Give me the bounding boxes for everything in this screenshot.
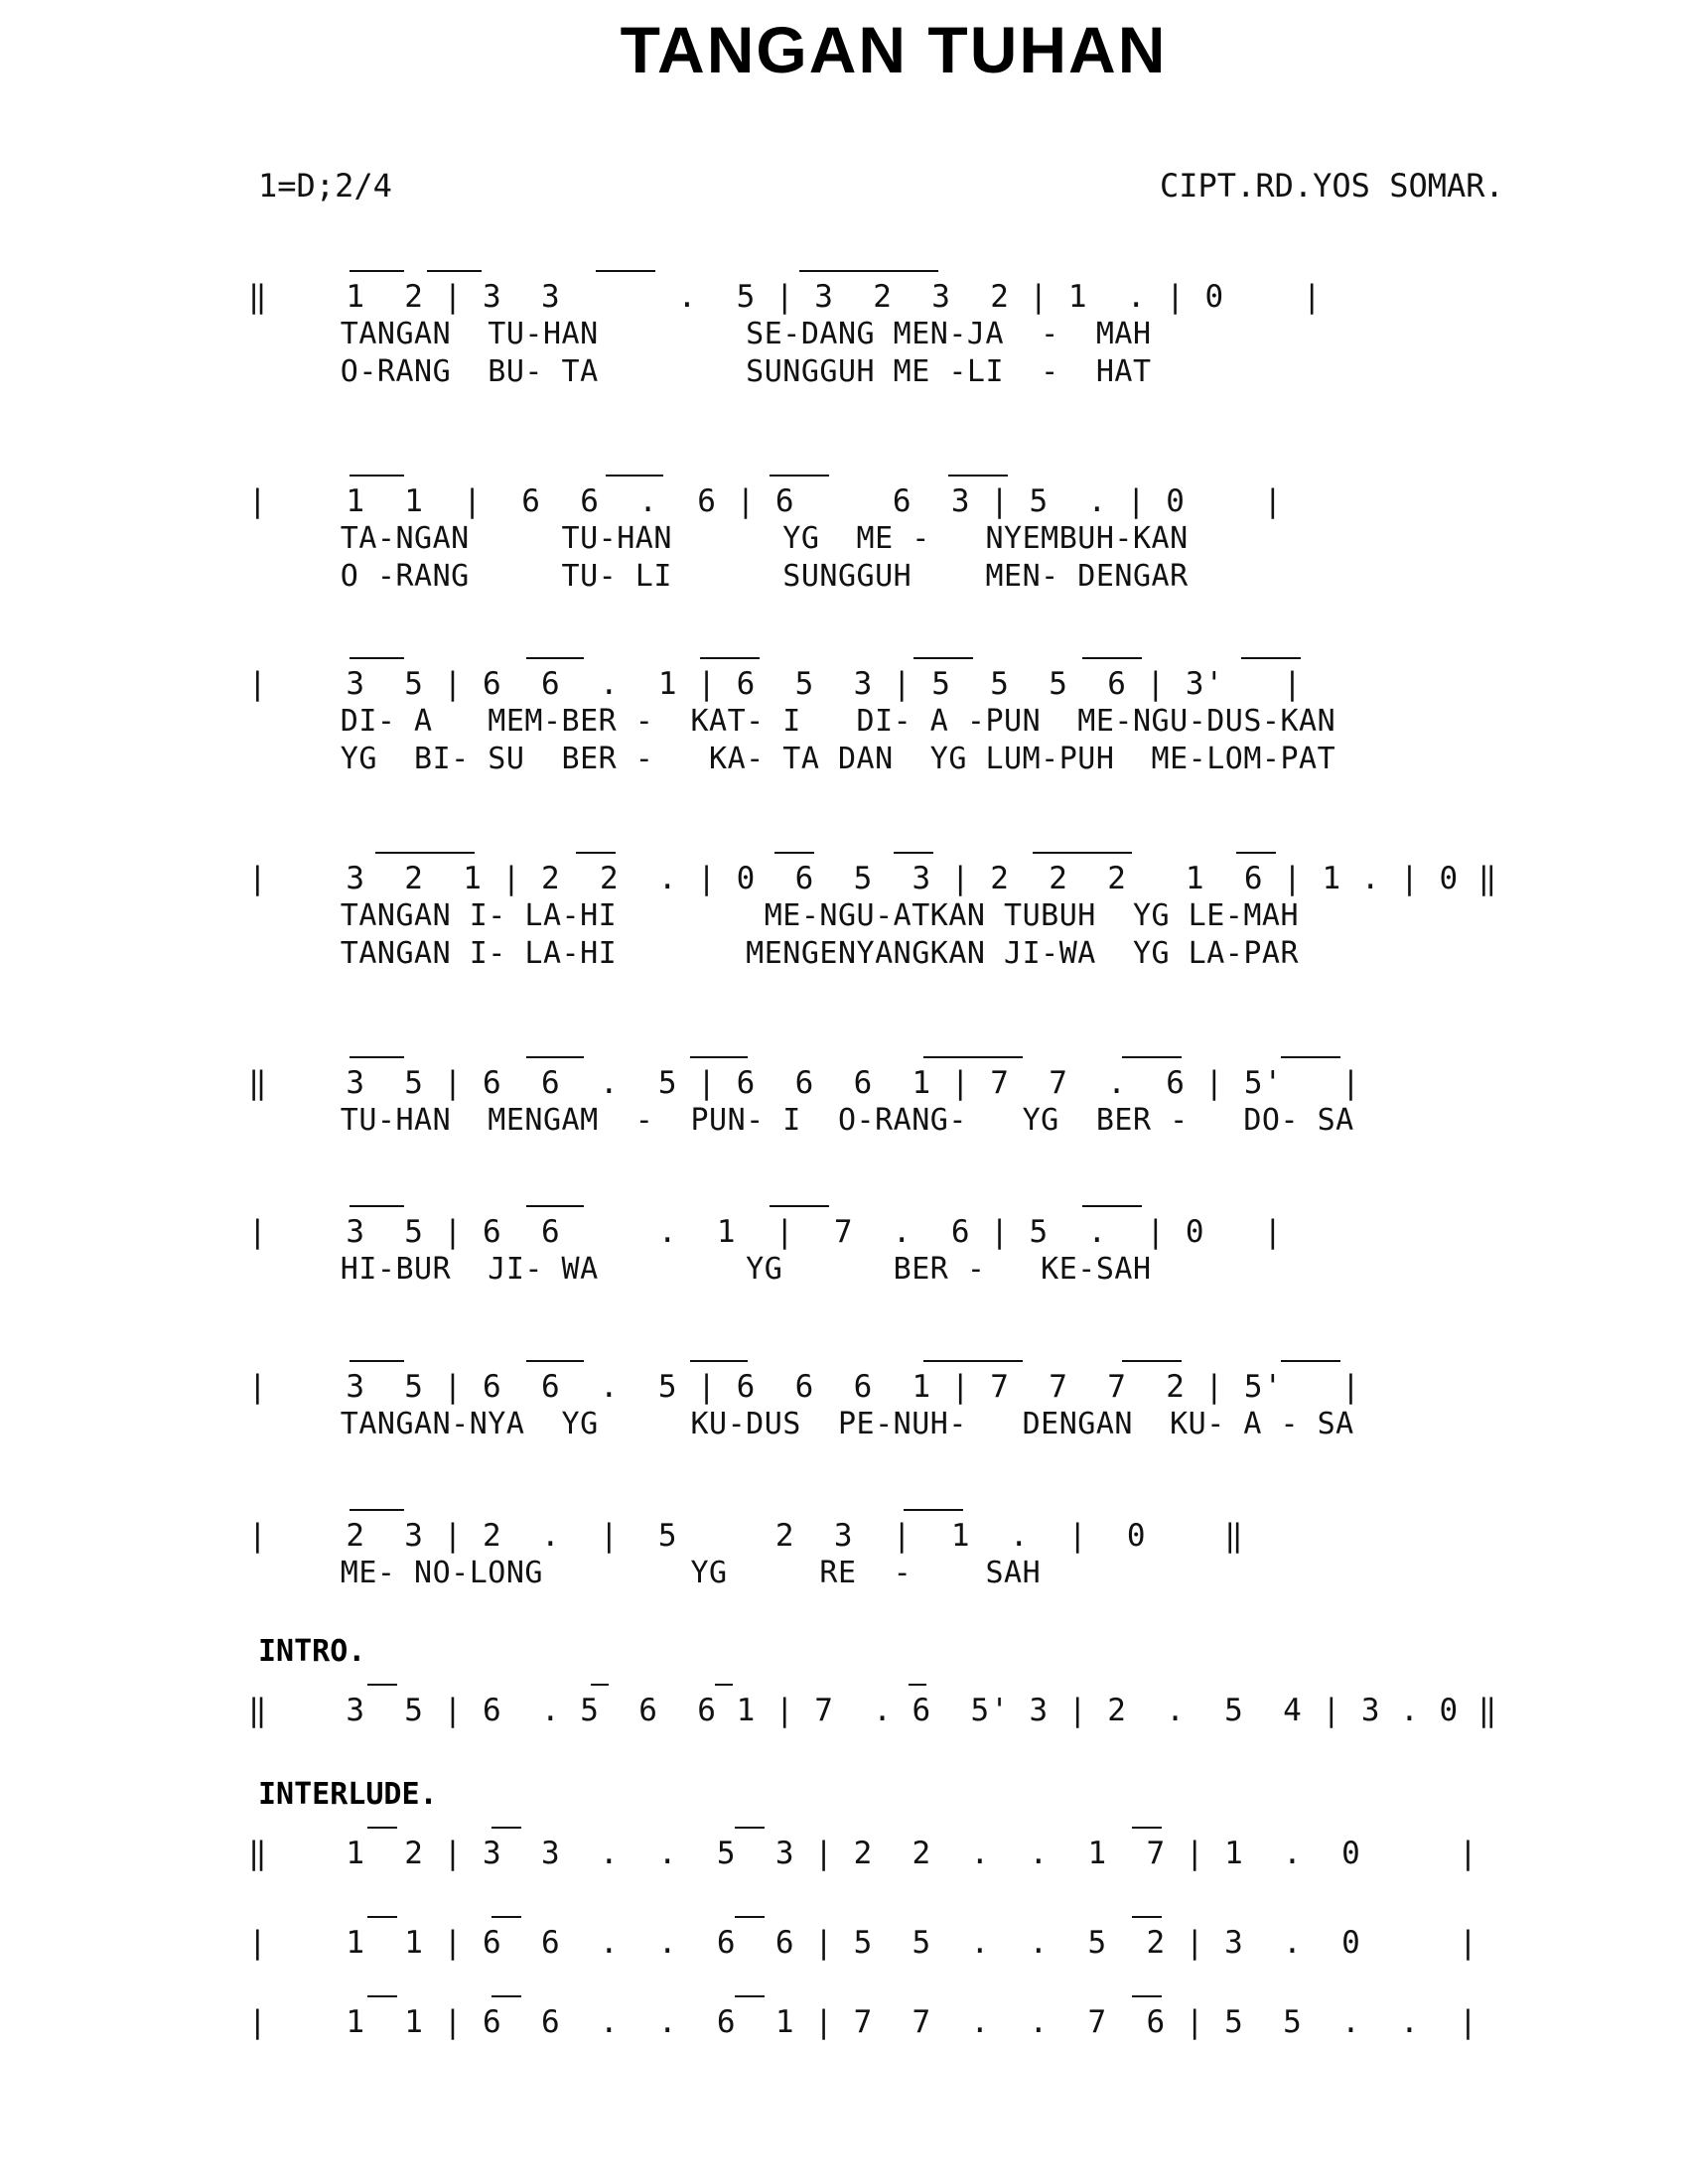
beam-row bbox=[248, 1195, 1529, 1213]
beam bbox=[375, 852, 475, 854]
beam-row bbox=[248, 647, 1529, 665]
interlude-system-3 bbox=[248, 1985, 1529, 2041]
beam bbox=[491, 1827, 521, 1829]
beam bbox=[1082, 657, 1142, 659]
beam bbox=[1241, 657, 1301, 659]
beam-row bbox=[248, 1046, 1529, 1064]
intro-label: INTRO. bbox=[258, 1634, 366, 1669]
beam bbox=[576, 852, 616, 854]
beam bbox=[367, 1916, 397, 1918]
beam bbox=[1122, 1360, 1182, 1362]
beam bbox=[1281, 1056, 1340, 1058]
beam-row bbox=[248, 260, 1529, 278]
composer-credit: CIPT.RD.YOS SOMAR. bbox=[1160, 167, 1504, 205]
beam-row bbox=[248, 1906, 1529, 1924]
beam bbox=[606, 475, 663, 477]
beam bbox=[350, 270, 404, 272]
music-system-3 bbox=[248, 647, 1529, 778]
lyric-line: TANGAN I- LA-HI ME-NGU-ATKAN TUBUH YG LE-MAH bbox=[248, 898, 1300, 933]
music-system-5 bbox=[248, 1046, 1529, 1140]
music-system-8 bbox=[248, 1499, 1529, 1592]
beam bbox=[526, 1056, 584, 1058]
beam bbox=[904, 1509, 963, 1511]
notation-line: ‖ 1 2 | 3 3 . . 5 3 | 2 2 . . 1 7 | 1 . 0 | bbox=[248, 1836, 1478, 1871]
beam bbox=[367, 1827, 397, 1829]
lyric-line: O -RANG TU- LI SUNGGUH MEN- DENGAR bbox=[248, 559, 1189, 594]
beam bbox=[350, 1360, 404, 1362]
beam bbox=[799, 270, 938, 272]
beam bbox=[491, 1995, 521, 1997]
notation-line: ‖ 3 5 | 6 . 5 6 6 1 | 7 . 6 5' 3 | 2 . 5 4 | 3 . 0 ‖ bbox=[248, 1693, 1498, 1728]
beam bbox=[350, 657, 404, 659]
lyric-line: DI- A MEM-BER - KAT- I DI- A -PUN ME-NGU-DUS-KAN bbox=[248, 704, 1336, 739]
beam bbox=[690, 1056, 748, 1058]
beam bbox=[1132, 1995, 1162, 1997]
notation-line: | 1 1 | 6 6 . . 6 6 | 5 5 . . 5 2 | 3 . 0 | bbox=[248, 1925, 1478, 1961]
beam bbox=[491, 1916, 521, 1918]
lyric-line: TU-HAN MENGAM - PUN- I O-RANG- YG BER - DO- SA bbox=[248, 1103, 1354, 1138]
notation-line: | 1 1 | 6 6 . 6 | 6 6 3 | 5 . | 0 | bbox=[248, 483, 1284, 519]
beam bbox=[774, 852, 814, 854]
lyric-line: ME- NO-LONG YG RE - SAH bbox=[248, 1556, 1042, 1590]
beam-row bbox=[248, 1350, 1529, 1368]
key-signature: 1=D;2/4 bbox=[258, 167, 392, 205]
lyric-line: TANGAN I- LA-HI MENGENYANGKAN JI-WA YG LA-PAR bbox=[248, 936, 1300, 971]
beam-row bbox=[248, 842, 1529, 860]
beam bbox=[350, 1205, 404, 1207]
beam bbox=[735, 1995, 765, 1997]
beam bbox=[770, 1205, 829, 1207]
song-title: TANGAN TUHAN bbox=[620, 13, 1168, 86]
notation-line: ‖ 1 2 | 3 3 . 5 | 3 2 3 2 | 1 . | 0 | bbox=[248, 279, 1323, 315]
beam bbox=[1082, 1205, 1142, 1207]
beam bbox=[913, 657, 973, 659]
beam bbox=[770, 475, 829, 477]
music-system-1 bbox=[248, 260, 1529, 391]
beam bbox=[1281, 1360, 1340, 1362]
beam bbox=[367, 1684, 397, 1686]
beam bbox=[909, 1684, 926, 1686]
beam bbox=[427, 270, 482, 272]
beam bbox=[923, 1056, 1023, 1058]
beam bbox=[526, 657, 584, 659]
beam-row bbox=[248, 465, 1529, 482]
beam bbox=[350, 1056, 404, 1058]
lyric-line: TANGAN-NYA YG KU-DUS PE-NUH- DENGAN KU- A - SA bbox=[248, 1407, 1354, 1441]
beam bbox=[1236, 852, 1276, 854]
beam-row bbox=[248, 1817, 1529, 1835]
beam bbox=[596, 270, 655, 272]
beam bbox=[735, 1827, 765, 1829]
lyric-line: TA-NGAN TU-HAN YG ME - NYEMBUH-KAN bbox=[248, 521, 1189, 556]
lyric-line: HI-BUR JI- WA YG BER - KE-SAH bbox=[248, 1252, 1152, 1287]
beam bbox=[735, 1916, 765, 1918]
interlude-system-1 bbox=[248, 1817, 1529, 1872]
notation-line: | 3 5 | 6 6 . 5 | 6 6 6 1 | 7 7 7 2 | 5' | bbox=[248, 1369, 1361, 1405]
beam bbox=[367, 1995, 397, 1997]
beam-row bbox=[248, 1985, 1529, 2003]
music-system-7 bbox=[248, 1350, 1529, 1443]
interlude-label: INTERLUDE. bbox=[258, 1777, 438, 1812]
beam bbox=[526, 1205, 584, 1207]
notation-line: | 2 3 | 2 . | 5 2 3 | 1 . | 0 ‖ bbox=[248, 1518, 1244, 1554]
beam bbox=[526, 1360, 584, 1362]
music-system-2 bbox=[248, 465, 1529, 596]
notation-line: ‖ 3 5 | 6 6 . 5 | 6 6 6 1 | 7 7 . 6 | 5' | bbox=[248, 1065, 1361, 1101]
beam bbox=[923, 1360, 1023, 1362]
music-system-4 bbox=[248, 842, 1529, 973]
beam bbox=[948, 475, 1008, 477]
lyric-line: YG BI- SU BER - KA- TA DAN YG LUM-PUH ME-LOM-PAT bbox=[248, 742, 1336, 776]
beam bbox=[1122, 1056, 1182, 1058]
beam bbox=[1033, 852, 1132, 854]
interlude-system-2 bbox=[248, 1906, 1529, 1962]
beam bbox=[591, 1684, 609, 1686]
notation-line: | 3 5 | 6 6 . 1 | 6 5 3 | 5 5 5 6 | 3' | bbox=[248, 666, 1303, 702]
notation-line: | 3 5 | 6 6 . 1 | 7 . 6 | 5 . | 0 | bbox=[248, 1214, 1284, 1250]
beam-row bbox=[248, 1499, 1529, 1517]
notation-line: | 3 2 1 | 2 2 . | 0 6 5 3 | 2 2 2 1 6 | 1 . | 0 ‖ bbox=[248, 861, 1498, 896]
beam bbox=[350, 1509, 404, 1511]
music-system-6 bbox=[248, 1195, 1529, 1289]
intro-system bbox=[248, 1674, 1529, 1729]
lyric-line: O-RANG BU- TA SUNGGUH ME -LI - HAT bbox=[248, 354, 1152, 389]
beam bbox=[1132, 1827, 1162, 1829]
beam bbox=[1132, 1916, 1162, 1918]
lyric-line: TANGAN TU-HAN SE-DANG MEN-JA - MAH bbox=[248, 317, 1152, 351]
beam bbox=[715, 1684, 733, 1686]
beam bbox=[350, 475, 404, 477]
beam bbox=[894, 852, 933, 854]
notation-line: | 1 1 | 6 6 . . 6 1 | 7 7 . . 7 6 | 5 5 . . | bbox=[248, 2004, 1478, 2040]
beam bbox=[700, 657, 760, 659]
beam-row bbox=[248, 1674, 1529, 1692]
beam bbox=[690, 1360, 748, 1362]
